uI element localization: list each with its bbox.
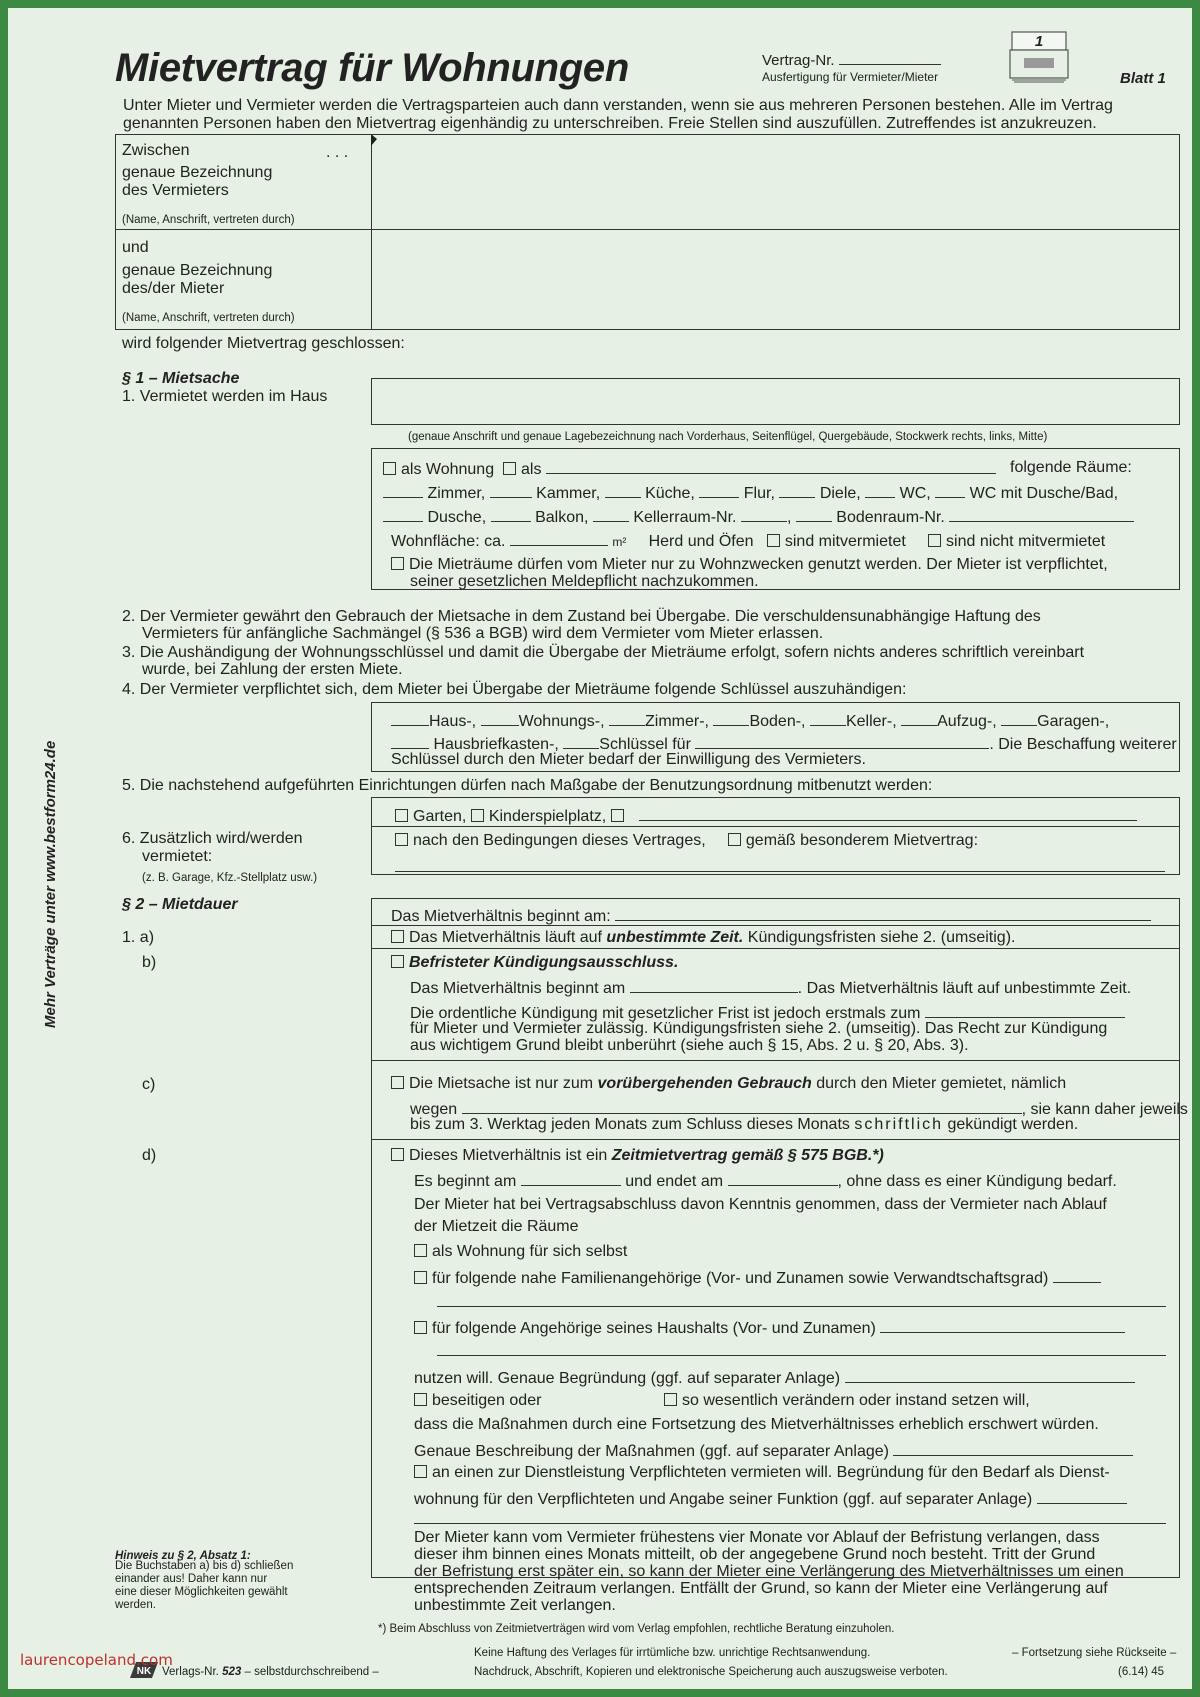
d-familie-label: für folgende nahe Familienangehörige (Vor- und Zunamen sowie Verwandtschaftsgrad)	[432, 1270, 1049, 1287]
marker-arrow-icon	[371, 134, 379, 148]
bodenraum-field[interactable]	[796, 507, 832, 522]
label-b: b)	[142, 954, 157, 971]
schluessel-count-field[interactable]	[563, 734, 599, 749]
wohnzweck-line-2: seiner gesetzlichen Meldepflicht nachzukommen.	[410, 573, 759, 590]
option-c	[391, 1075, 1066, 1093]
s1-item6-line2: vermietet:	[142, 848, 213, 865]
zwischen-label: Zwischen	[122, 142, 190, 159]
vertrag-nr-label	[762, 52, 941, 69]
d-kenntnis-text: Der Mieter hat bei Vertragsabschluss davon Kenntnis genommen, dass der Vermieter nach Ablauf	[414, 1196, 1107, 1213]
option-c-text: Die Mietsache ist nur zum	[409, 1075, 598, 1092]
s2-divider-0	[371, 925, 1180, 926]
d-dienst-line-2[interactable]	[414, 1523, 1166, 1524]
option-c-checkbox[interactable]	[391, 1076, 404, 1089]
m2-label: m²	[612, 535, 627, 549]
hinweis-head: Hinweis zu § 2, Absatz 1:	[115, 1550, 251, 1562]
d-haushalt-checkbox[interactable]	[414, 1321, 427, 1334]
hausbrief-label: Hausbriefkasten-,	[433, 736, 559, 753]
watermark-text: laurencopeland.com	[20, 1651, 173, 1669]
haus-key-label: Haus-,	[429, 713, 477, 730]
kellerraum-field[interactable]	[593, 507, 629, 522]
diele-field[interactable]	[779, 483, 815, 498]
option-c-bold: vorübergehenden Gebrauch	[597, 1075, 812, 1092]
option-d-dates	[414, 1171, 1117, 1191]
s1-item2-line1: 2. Der Vermieter gewährt den Gebrauch der Mietsache in dem Zustand bei Übergabe. Die verschuldensunabhängige Haftung des	[122, 608, 1041, 625]
bedingungen-label: nach den Bedingungen dieses Vertrages,	[413, 832, 706, 849]
d-beseitigen-checkbox[interactable]	[414, 1393, 427, 1406]
dots-label: . . .	[326, 144, 349, 161]
option-a-post: Kündigungsfristen siehe 2. (umseitig).	[743, 929, 1016, 946]
option-a-text: Das Mietverhältnis läuft auf	[409, 929, 607, 946]
zimmer-key-field[interactable]	[609, 711, 645, 726]
als-wohnung-checkbox[interactable]	[383, 462, 396, 475]
garagen-key-field[interactable]	[1001, 711, 1037, 726]
fortsetzung-text: – Fortsetzung siehe Rückseite –	[1012, 1647, 1177, 1659]
rooms-row-3	[383, 507, 1134, 527]
s1-item6-line1: 6. Zusätzlich wird/werden	[122, 830, 303, 847]
keys-row-1	[391, 711, 1109, 731]
label-1a: 1. a)	[122, 929, 155, 946]
nachdruck-text: Nachdruck, Abschrift, Kopieren und elektronische Speicherung auch auszugsweise verboten.	[474, 1666, 948, 1678]
option-d-checkbox[interactable]	[391, 1148, 404, 1161]
vermieter-hint: (Name, Anschrift, vertreten durch)	[122, 214, 295, 226]
haus-key-field[interactable]	[391, 711, 429, 726]
d-final-2: dieser ihm binnen eines Monats mitteilt, ob der angegebene Grund noch besteht. Tritt der Grund	[414, 1546, 1096, 1563]
page-title: Mietvertrag für Wohnungen	[115, 46, 629, 90]
d-ohne-label: , ohne dass es einer Kündigung bedarf.	[837, 1173, 1117, 1190]
s1-item1: 1. Vermietet werden im Haus	[122, 388, 328, 405]
d-nutzen-label: nutzen will. Genaue Begründung (ggf. auf separater Anlage)	[414, 1370, 841, 1387]
dusche-label: Dusche,	[427, 509, 487, 526]
als-label: als	[521, 461, 542, 478]
d-familie-row	[414, 1268, 1101, 1288]
keller-key-label: Keller-,	[845, 713, 897, 730]
s1-item4: 4. Der Vermieter verpflichtet sich, dem Mieter bei Übergabe der Mieträume folgende Schlüssel auszuhändigen:	[122, 681, 907, 698]
d-genaue-field[interactable]	[893, 1441, 1133, 1456]
vertrag-nr-field[interactable]	[839, 64, 941, 65]
d-veraendern-row	[664, 1392, 1030, 1410]
mieter-hint: (Name, Anschrift, vertreten durch)	[122, 312, 295, 324]
form-stack-icon	[1008, 30, 1070, 84]
footnote: *) Beim Abschluss von Zeitmietverträgen wird vom Verlag empfohlen, rechtliche Beratung einzuholen.	[378, 1623, 895, 1635]
verlag-nr: 523	[222, 1666, 242, 1678]
option-b-line4: aus wichtigem Grund bleibt unberührt (siehe auch § 15, Abs. 2 u. § 20, Abs. 3).	[410, 1037, 969, 1054]
d-dienst-row-2	[414, 1489, 1127, 1509]
d-final-5: unbestimmte Zeit verlangen.	[414, 1597, 616, 1614]
einwilligung-text: Schlüssel durch den Mieter bedarf der Einwilligung des Vermieters.	[391, 751, 866, 768]
mitvermietet-checkbox[interactable]	[767, 534, 780, 547]
boden-key-field[interactable]	[713, 711, 749, 726]
d-endet-label: und endet am	[625, 1173, 724, 1190]
vermieter-label-2: des Vermieters	[122, 182, 229, 199]
schluessel-fuer-field[interactable]	[695, 734, 989, 749]
c-wegen-field[interactable]	[462, 1099, 1022, 1114]
version-text: (6.14) 45	[1118, 1666, 1165, 1678]
beginnt-field[interactable]	[615, 906, 1151, 921]
option-b	[391, 954, 678, 972]
s1-item5: 5. Die nachstehend aufgeführten Einrichtungen dürfen nach Maßgabe der Benutzungsordnung mitbenutzt werden:	[122, 777, 933, 794]
wc-label: WC,	[899, 485, 931, 502]
kueche-field[interactable]	[605, 483, 641, 498]
d-dienst-label: an einen zur Dienstleistung Verpflichteten vermieten will. Begründung für den Bedarf als Dienst-	[432, 1464, 1110, 1481]
wohnzweck-line-1	[391, 556, 1108, 574]
s1-item3-line2: wurde, bei Zahlung der ersten Miete.	[142, 661, 403, 678]
wohnzweck-text-1: Die Mieträume dürfen vom Mieter nur zu Wohnzwecken genutzt werden. Der Mieter ist verpflichtet,	[409, 556, 1108, 573]
s2-divider-a	[371, 948, 1180, 949]
d-dass-text: dass die Maßnahmen durch eine Fortsetzung des Mietverhältnisses erheblich erschwert würden.	[414, 1416, 1099, 1433]
mitvermietet-label: sind mitvermietet	[784, 533, 906, 550]
kammer-label: Kammer,	[536, 485, 601, 502]
mieter-label-1: genaue Bezeichnung	[122, 262, 273, 279]
aufzug-key-field[interactable]	[901, 711, 937, 726]
label-c: c)	[142, 1076, 156, 1093]
bedingungen-checkbox[interactable]	[395, 833, 408, 846]
svg-text:NK: NK	[136, 1666, 152, 1677]
vermieter-label-1: genaue Bezeichnung	[122, 164, 273, 181]
c-schriftlich-text: schriftlich	[854, 1116, 944, 1133]
additional-field[interactable]	[395, 871, 1165, 872]
d-dienst-checkbox[interactable]	[414, 1465, 427, 1478]
flur-field[interactable]	[699, 483, 739, 498]
rooms-row-1	[383, 459, 996, 479]
d-haushalt-field[interactable]	[880, 1318, 1125, 1333]
d-selbst-label: als Wohnung für sich selbst	[432, 1243, 628, 1260]
spielplatz-checkbox[interactable]	[471, 809, 484, 822]
d-dienst-field[interactable]	[1037, 1489, 1127, 1504]
ausfertigung-label: Ausfertigung für Vermieter/Mieter	[762, 70, 939, 84]
verlag-text	[162, 1663, 379, 1681]
c-wegen-label: wegen	[410, 1101, 458, 1118]
beginnt-row	[391, 906, 1151, 926]
d-genaue-row	[414, 1441, 1133, 1461]
flur-label: Flur,	[743, 485, 775, 502]
rooms-row-4	[391, 531, 1105, 551]
additional-row	[395, 832, 978, 850]
address-input[interactable]	[371, 378, 1180, 425]
d-veraendern-label: so wesentlich verändern oder instand setzen will,	[682, 1392, 1030, 1409]
b-kuendigung-field[interactable]	[925, 1003, 1125, 1018]
als-wohnung-label: als Wohnung	[401, 461, 495, 478]
besonderem-label: gemäß besonderem Mietvertrag:	[745, 832, 979, 849]
garten-label: Garten,	[413, 808, 467, 825]
kammer-field[interactable]	[490, 483, 532, 498]
option-c-post: durch den Mieter gemietet, nämlich	[811, 1075, 1067, 1092]
kueche-label: Küche,	[645, 485, 695, 502]
d-mietzeit-text: der Mietzeit die Räume	[414, 1218, 579, 1235]
intro-text: Unter Mieter und Vermieter werden die Vertragsparteien auch dann verstanden, wenn sie aus mehreren Personen bestehen. Alle im Vertrag genannten Personen haben den Mietvertrag eigenhändig zu unterschreiben. Freie Stellen sind auszufüllen. Zutreffendes ist anzukreuzen.	[123, 97, 1113, 132]
c-jeweils-label: , sie kann daher jeweils	[1021, 1101, 1188, 1118]
blatt-label: Blatt 1	[1120, 70, 1166, 87]
d-final-1: Der Mieter kann vom Vermieter frühestens vier Monate vor Ablauf der Befristung verlangen, dass	[414, 1529, 1100, 1546]
s1-item3-line1: 3. Die Aushändigung der Wohnungsschlüssel und damit die Übergabe der Mieträume erfolgt, sofern nichts anderes schriftlich vereinbart	[122, 644, 1085, 661]
d-dienst2-label: wohnung für den Verpflichteten und Angabe seiner Funktion (ggf. auf separater Anlage)	[414, 1491, 1033, 1508]
wohnflaeche-label: Wohnfläche: ca.	[391, 533, 506, 550]
option-d	[391, 1147, 884, 1165]
mieter-label-2: des/der Mieter	[122, 280, 225, 297]
wohnungs-key-label: Wohnungs-,	[518, 713, 605, 730]
s2-heading: § 2 – Mietdauer	[122, 896, 238, 913]
d-veraendern-checkbox[interactable]	[664, 1393, 677, 1406]
schluessel-fuer-label: Schlüssel für	[599, 736, 691, 753]
d-dienst-row	[414, 1464, 1110, 1482]
balkon-label: Balkon,	[535, 509, 589, 526]
b-begin-label: Das Mietverhältnis beginnt am	[410, 980, 626, 997]
hinweis-line-4: werden.	[115, 1599, 156, 1611]
beschaffung-label: . Die Beschaffung weiterer	[989, 736, 1177, 753]
verlag-pre: Verlags-Nr.	[162, 1666, 219, 1678]
d-nutzen-field[interactable]	[845, 1368, 1135, 1383]
kellerraum-nr-field[interactable]	[741, 507, 787, 522]
vertrag-nr-text: Vertrag-Nr.	[762, 52, 835, 69]
address-hint: (genaue Anschrift und genaue Lagebezeichnung nach Vorderhaus, Seitenflügel, Quergebäude, Stockwerk rechts, links, Mitte)	[408, 431, 1048, 443]
wohnflaeche-field[interactable]	[510, 531, 608, 546]
zimmer-label: Zimmer,	[427, 485, 486, 502]
option-b-head: Befristeter Kündigungsausschluss.	[409, 954, 679, 971]
comma-label: ,	[786, 509, 792, 526]
d-familie-field[interactable]	[1053, 1268, 1101, 1283]
spielplatz-label: Kinderspielplatz,	[488, 808, 607, 825]
bodenraum-nr-field[interactable]	[949, 507, 1134, 522]
d-familie-checkbox[interactable]	[414, 1271, 427, 1284]
s2-divider-c	[371, 1139, 1180, 1140]
wc-field[interactable]	[865, 483, 895, 498]
nicht-mitvermietet-checkbox[interactable]	[928, 534, 941, 547]
s1-heading: § 1 – Mietsache	[122, 370, 240, 387]
option-c-line3	[410, 1116, 1078, 1134]
b-unbestimmt-label: . Das Mietverhältnis läuft auf unbestimmte Zeit.	[797, 980, 1132, 997]
d-haushalt-line-2[interactable]	[437, 1355, 1166, 1356]
mieter-input[interactable]	[372, 230, 1179, 329]
folgende-raeume-label: folgende Räume:	[1010, 459, 1132, 476]
keller-key-field[interactable]	[810, 711, 846, 726]
zimmer-key-label: Zimmer-,	[645, 713, 709, 730]
form-number: 1	[1034, 33, 1044, 50]
zimmer-field[interactable]	[383, 483, 423, 498]
d-genaue-label: Genaue Beschreibung der Maßnahmen (ggf. auf separater Anlage)	[414, 1443, 889, 1460]
d-beseitigen-row	[414, 1392, 541, 1410]
s1-item2-line2: Vermieters für anfängliche Sachmängel (§ 536 a BGB) wird dem Vermieter vom Mieter erlassen.	[142, 625, 824, 642]
d-haushalt-label: für folgende Angehörige seines Haushalts (Vor- und Zunamen)	[432, 1320, 876, 1337]
other-facility-field[interactable]	[639, 806, 1137, 821]
d-final-3: der Befristung erst später ein, so kann der Mieter eine Verlängerung des Mietverhältnisses um einen	[414, 1563, 1124, 1580]
s1-item6-hint: (z. B. Garage, Kfz.-Stellplatz usw.)	[142, 872, 318, 884]
d-beseitigen-label: beseitigen oder	[432, 1392, 542, 1409]
wohnzweck-checkbox[interactable]	[391, 557, 404, 570]
sidebar-text: Mehr Verträge unter www.bestform24.de	[42, 740, 59, 1028]
s2-divider-b	[371, 1060, 1180, 1061]
haftung-text: Keine Haftung des Verlages für irrtümliche bzw. unrichtige Rechtsanwendung.	[474, 1647, 871, 1659]
verlag-post: – selbstdurchschreibend –	[244, 1666, 379, 1678]
d-familie-line-2[interactable]	[437, 1306, 1166, 1307]
option-d-text: Dieses Mietverhältnis ist ein	[409, 1147, 612, 1164]
hausbrief-key-field[interactable]	[391, 734, 429, 749]
beginnt-label: Das Mietverhältnis beginnt am:	[391, 908, 611, 925]
hinweis-line-1: Die Buchstaben a) bis d) schließen	[115, 1560, 294, 1572]
nicht-mitvermietet-label: sind nicht mitvermietet	[946, 533, 1106, 550]
wc-dusche-label: WC mit Dusche/Bad,	[969, 485, 1119, 502]
aufzug-key-label: Aufzug-,	[937, 713, 997, 730]
dusche-field[interactable]	[383, 507, 423, 522]
d-haushalt-row	[414, 1318, 1125, 1338]
hinweis-line-3: eine dieser Möglichkeiten gewählt	[115, 1586, 288, 1598]
herd-label: Herd und Öfen	[648, 533, 754, 550]
option-b-line3: für Mieter und Vermieter zulässig. Kündigungsfristen siehe 2. (umseitig). Das Recht zur Kündigung	[410, 1020, 1108, 1037]
facilities-divider	[371, 826, 1180, 827]
als-checkbox[interactable]	[503, 462, 516, 475]
label-d: d)	[142, 1147, 157, 1164]
c-gekuendigt-text: gekündigt werden.	[943, 1116, 1079, 1133]
option-b-checkbox[interactable]	[391, 955, 404, 968]
b-begin-field[interactable]	[630, 978, 798, 993]
d-selbst-checkbox[interactable]	[414, 1244, 427, 1257]
bodenraum-label: Bodenraum-Nr.	[836, 509, 945, 526]
b-kuendigung-label: Die ordentliche Kündigung mit gesetzlicher Frist ist jedoch erstmals zum	[410, 1005, 921, 1022]
garten-checkbox[interactable]	[395, 809, 408, 822]
hinweis-line-2: einander aus! Daher kann nur	[115, 1573, 268, 1585]
other-facility-checkbox[interactable]	[611, 809, 624, 822]
option-d-bold: Zeitmietvertrag gemäß § 575 BGB.*)	[611, 1147, 884, 1164]
d-endet-field[interactable]	[728, 1171, 838, 1186]
rooms-row-2	[383, 483, 1118, 503]
option-a-bold: unbestimmte Zeit.	[606, 929, 744, 946]
option-b-line1	[410, 978, 1131, 998]
closing-text: wird folgender Mietvertrag geschlossen:	[122, 335, 405, 352]
d-final-4: entsprechenden Zeitraum verlangen. Entfällt der Grund, so kann der Mieter eine Verlängerung auf	[414, 1580, 1108, 1597]
form-sheet	[8, 8, 1192, 1689]
d-begin-label: Es beginnt am	[414, 1173, 517, 1190]
d-selbst-row	[414, 1243, 627, 1261]
d-begin-field[interactable]	[521, 1171, 621, 1186]
boden-key-label: Boden-,	[749, 713, 806, 730]
option-a	[391, 929, 1015, 947]
vermieter-input[interactable]	[372, 135, 1179, 228]
diele-label: Diele,	[819, 485, 861, 502]
facilities-row	[395, 806, 1137, 826]
als-field[interactable]	[546, 459, 996, 474]
wohnungs-key-field[interactable]	[481, 711, 519, 726]
option-a-checkbox[interactable]	[391, 930, 404, 943]
d-nutzen-row	[414, 1368, 1135, 1388]
garagen-key-label: Garagen-,	[1037, 713, 1110, 730]
balkon-field[interactable]	[491, 507, 531, 522]
c-werktag-text: bis zum 3. Werktag jeden Monats zum Schluss dieses Monats	[410, 1116, 855, 1133]
und-label: und	[122, 239, 149, 256]
besonderem-checkbox[interactable]	[728, 833, 741, 846]
kellerraum-label: Kellerraum-Nr.	[633, 509, 737, 526]
wc-dusche-field[interactable]	[935, 483, 965, 498]
